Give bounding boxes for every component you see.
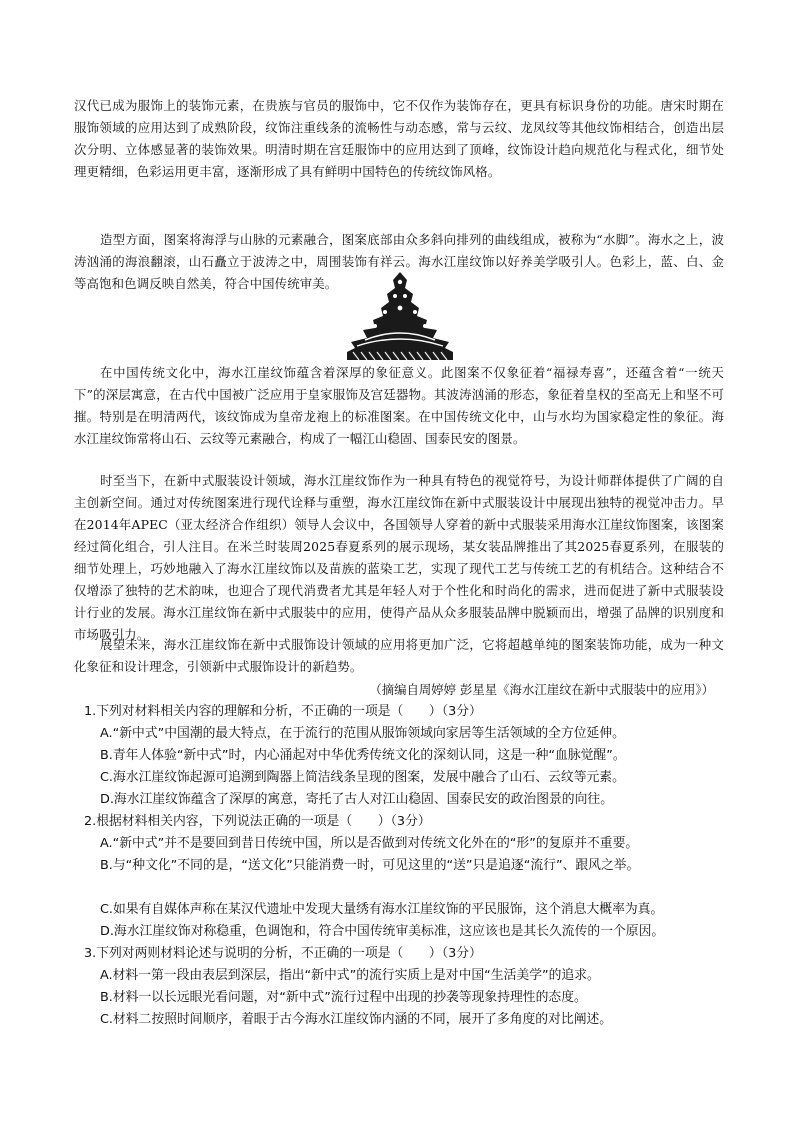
question-2-option-a: A.“新中式”并不是要回到昔日传统中国，所以是否做到对传统文化外在的“形”的复原并不重要。	[100, 836, 639, 851]
question-2-option-b: B.与“种文化”不同的是，“送文化”只能消费一时，可见这里的“送”只是追逐“流行”、跟风之举。	[100, 858, 640, 873]
question-3-stem: 3.下列对两则材料论述与说明的分析，不正确的一项是（ ）（3分）	[84, 946, 482, 961]
question-1-option-d: D.海水江崖纹饰蕴含了深厚的寓意，寄托了古人对江山稳固、国泰民安的政治图景的向往。	[100, 792, 613, 807]
sea-cliff-pattern-illustration	[345, 268, 455, 360]
question-3-option-a: A.材料一第一段由表层到深层，指出“新中式”的流行实质上是对中国“生活美学”的追求。	[100, 968, 600, 983]
question-1-option-c: C.海水江崖纹饰起源可追溯到陶器上简洁线条呈现的图案，发展中融合了山石、云纹等元素。	[100, 770, 625, 785]
passage-paragraph-1: 汉代已成为服饰上的装饰元素，在贵族与官员的服饰中，它不仅作为装饰存在，更具有标识身份的功能。唐宋时期在服饰领域的应用达到了成熟阶段，纹饰注重线条的流畅性与动态感，常与云纹、龙凤纹等其他纹饰相结合，创造出层次分明、立体感显著的装饰效果。明清时期在宫廷服饰中的应用达到了顶峰，纹饰设计趋向规范化与程式化，细节处理更精细，色彩运用更丰富，逐渐形成了具有鲜明中国特色的传统纹饰风格。	[74, 98, 724, 179]
passage-paragraph-3: 在中国传统文化中，海水江崖纹饰蕴含着深厚的象征意义。此图案不仅象征着“福禄寿喜”，还蕴含着“一统天下”的深层寓意，在古代中国被广泛应用于皇家服饰及宫廷器物。其波涛汹涌的形态，象征着皇权的至高无上和坚不可摧。特别是在明清两代，该纹饰成为皇帝龙袍上的标准图案。在中国传统文化中，山与水均为国家稳定性的象征。海水江崖纹饰常将山石、云纹等元素融合，构成了一幅江山稳固、国泰民安的图景。	[74, 365, 724, 446]
passage-paragraph-5: 展望未来，海水江崖纹饰在新中式服饰设计领域的应用将更加广泛，它将超越单纯的图案装饰功能，成为一种文化象征和设计理念，引领新中式服饰设计的新趋势。	[74, 637, 724, 674]
passage-source: （摘编自周婷婷 彭星星《海水江崖纹在新中式服装中的应用》）	[369, 682, 714, 697]
passage-paragraph-4: 时至当下，在新中式服装设计领域，海水江崖纹饰作为一种具有特色的视觉符号，为设计师群体提供了广阔的自主创新空间。通过对传统图案进行现代诠释与重塑，海水江崖纹饰在新中式服装设计中展现出独特的视觉冲击力。早在2014年APEC（亚太经济合作组织）领导人会议中，各国领导人穿着的新中式服装采用海水江崖纹饰图案，该图案经过简化组合，引人注目。在米兰时装周2025春夏系列的展示现场，某女装品牌推出了其2025春夏系列，在服装的细节处理上，巧妙地融入了海水江崖纹饰以及苗族的蓝染工艺，实现了现代工艺与传统工艺的有机结合。这种结合不仅增添了独特的艺术韵味，也迎合了现代消费者尤其是年轻人对于个性化和时尚化的需求，进而促进了新中式服装设计行业的发展。海水江崖纹饰在新中式服装中的应用，使得产品从众多服装品牌中脱颖而出，增强了品牌的识别度和市场吸引力。	[74, 473, 724, 642]
question-2-option-d: D.海水江崖纹饰对称稳重，色调饱和，符合中国传统审美标准，这应该也是其长久流传的一个原因。	[100, 924, 665, 939]
passage-paragraph-2: 造型方面，图案将海浮与山脉的元素融合，图案底部由众多斜向排列的曲线组成，被称为“水脚”。海水之上，波涛汹涌的海浪翻滚，山石矗立于波涛之中，周围装饰有祥云。海水江崖纹饰以好养美学吸引人。色彩上，蓝、白、金等高饱和色调反映自然美，符合中国传统审美。	[74, 232, 724, 291]
question-2-stem: 2.根据材料相关内容，下列说法正确的一项是（ ）（3分）	[84, 814, 431, 829]
question-1-option-b: B.青年人体验“新中式”时，内心涌起对中华优秀传统文化的深刻认同，这是一种“血脉觉醒”。	[100, 748, 626, 763]
question-2-option-c: C.如果有自媒体声称在某汉代遗址中发现大量绣有海水江崖纹饰的平民服饰，这个消息大概率为真。	[100, 902, 664, 917]
question-3-option-c: C.材料二按照时间顺序，着眼于古今海水江崖纹饰内涵的不同，展开了多角度的对比阐述。	[100, 1012, 613, 1027]
question-3-option-b: B.材料一以长远眼光看问题，对“新中式”流行过程中出现的抄袭等现象持理性的态度。	[100, 990, 587, 1005]
question-1-stem: 1.下列对材料相关内容的理解和分析，不正确的一项是（ ）（3分）	[84, 704, 482, 719]
question-1-option-a: A.“新中式”中国潮的最大特点，在于流行的范围从服饰领域向家居等生活领域的全方位延伸。	[100, 726, 625, 741]
